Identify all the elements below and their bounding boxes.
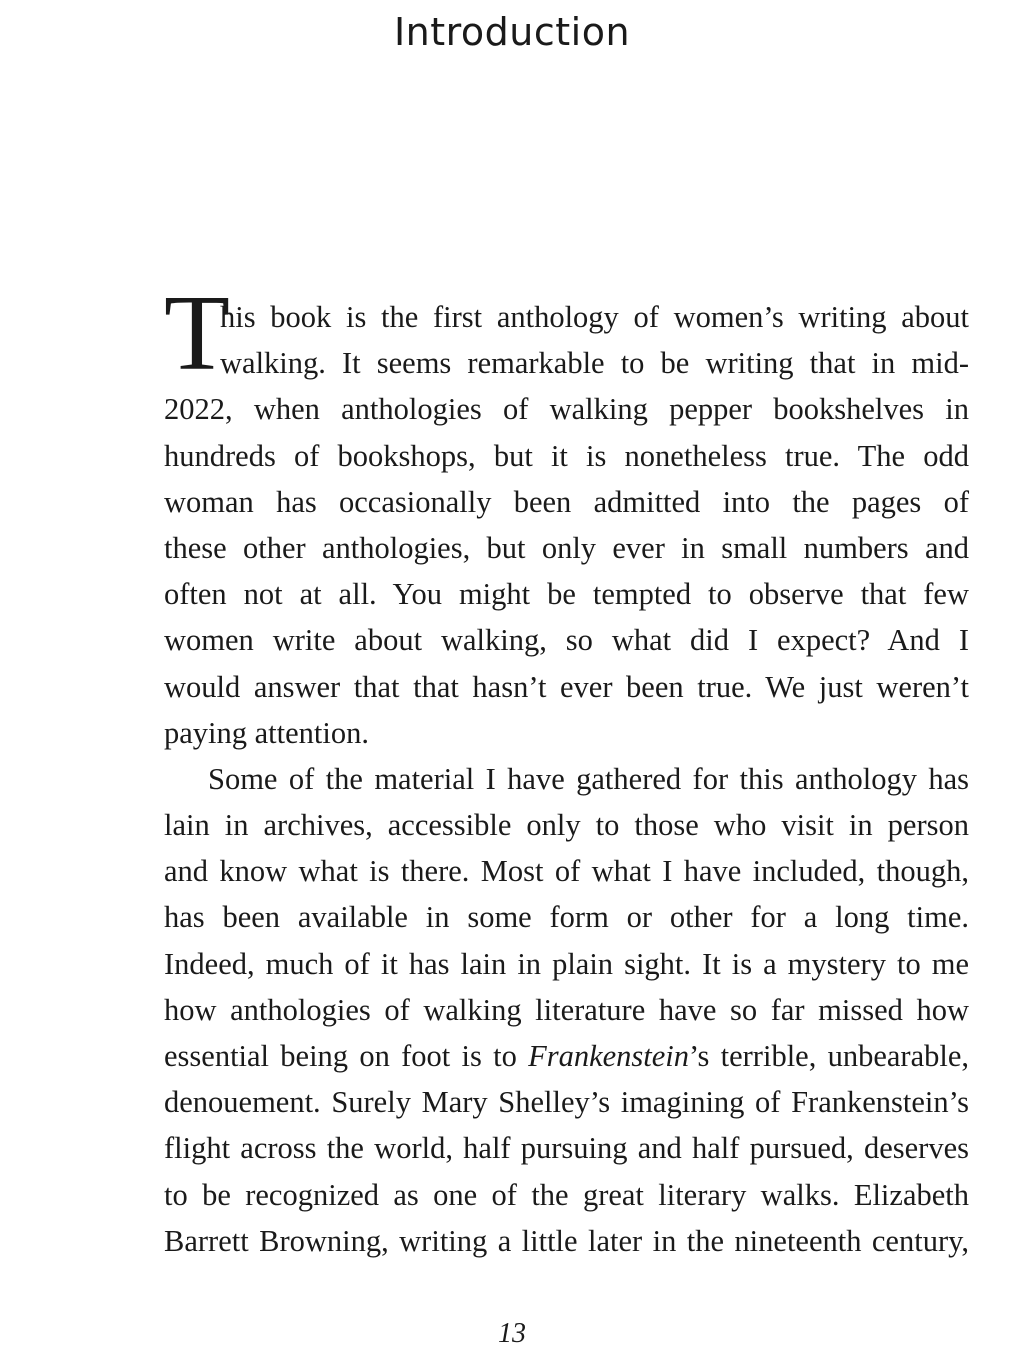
text-line-with-title bbox=[164, 1033, 969, 1079]
text-line: woman has occasionally been admitted into the pages of bbox=[164, 484, 969, 519]
text-line: often not at all. You might be tempted to observe that few bbox=[164, 577, 969, 612]
text-line: Some of the material I have gathered for this anthology has bbox=[208, 761, 969, 796]
text-line: walking. It seems remarkable to be writing that in mid- bbox=[220, 346, 969, 381]
text-line: his book is the first anthology of women’s writing about bbox=[220, 300, 969, 334]
page-number: 13 bbox=[498, 1318, 526, 1349]
drop-cap: T bbox=[164, 274, 230, 393]
text-line: would answer that that hasn’t ever been true. We just weren’t bbox=[164, 669, 969, 704]
text-line: and know what is there. Most of what I have included, though, bbox=[164, 854, 969, 889]
text-line: women write about walking, so what did I expect? And I bbox=[164, 623, 969, 658]
text-run: ’s terrible, unbearable, bbox=[689, 1039, 969, 1073]
text-line: 2022, when anthologies of walking pepper bookshelves in bbox=[164, 392, 969, 427]
text-line: to be recognized as one of the great literary walks. Elizabeth bbox=[164, 1177, 969, 1212]
text-line: Barrett Browning, writing a little later in the nineteenth century, bbox=[164, 1223, 969, 1258]
book-title-frankenstein: Frankenstein bbox=[528, 1039, 690, 1073]
text-line: hundreds of bookshops, but it is nonetheless true. The odd bbox=[164, 438, 969, 473]
text-run: essential being on foot is to bbox=[164, 1039, 529, 1073]
text-line: how anthologies of walking literature have so far missed how bbox=[164, 992, 969, 1027]
text-line: denouement. Surely Mary Shelley’s imagining of Frankenstein’s bbox=[164, 1085, 969, 1120]
text-line: flight across the world, half pursuing and half pursued, deserves bbox=[164, 1131, 969, 1166]
body-text bbox=[164, 294, 969, 1264]
text-line: has been available in some form or other for a long time. bbox=[164, 900, 969, 935]
text-line: lain in archives, accessible only to those who visit in person bbox=[164, 808, 969, 843]
chapter-title: Introduction bbox=[393, 10, 631, 54]
text-line: Indeed, much of it has lain in plain sight. It is a mystery to me bbox=[164, 946, 969, 981]
text-line: these other anthologies, but only ever in small numbers and bbox=[164, 530, 969, 565]
text-line: paying attention. bbox=[164, 715, 369, 750]
